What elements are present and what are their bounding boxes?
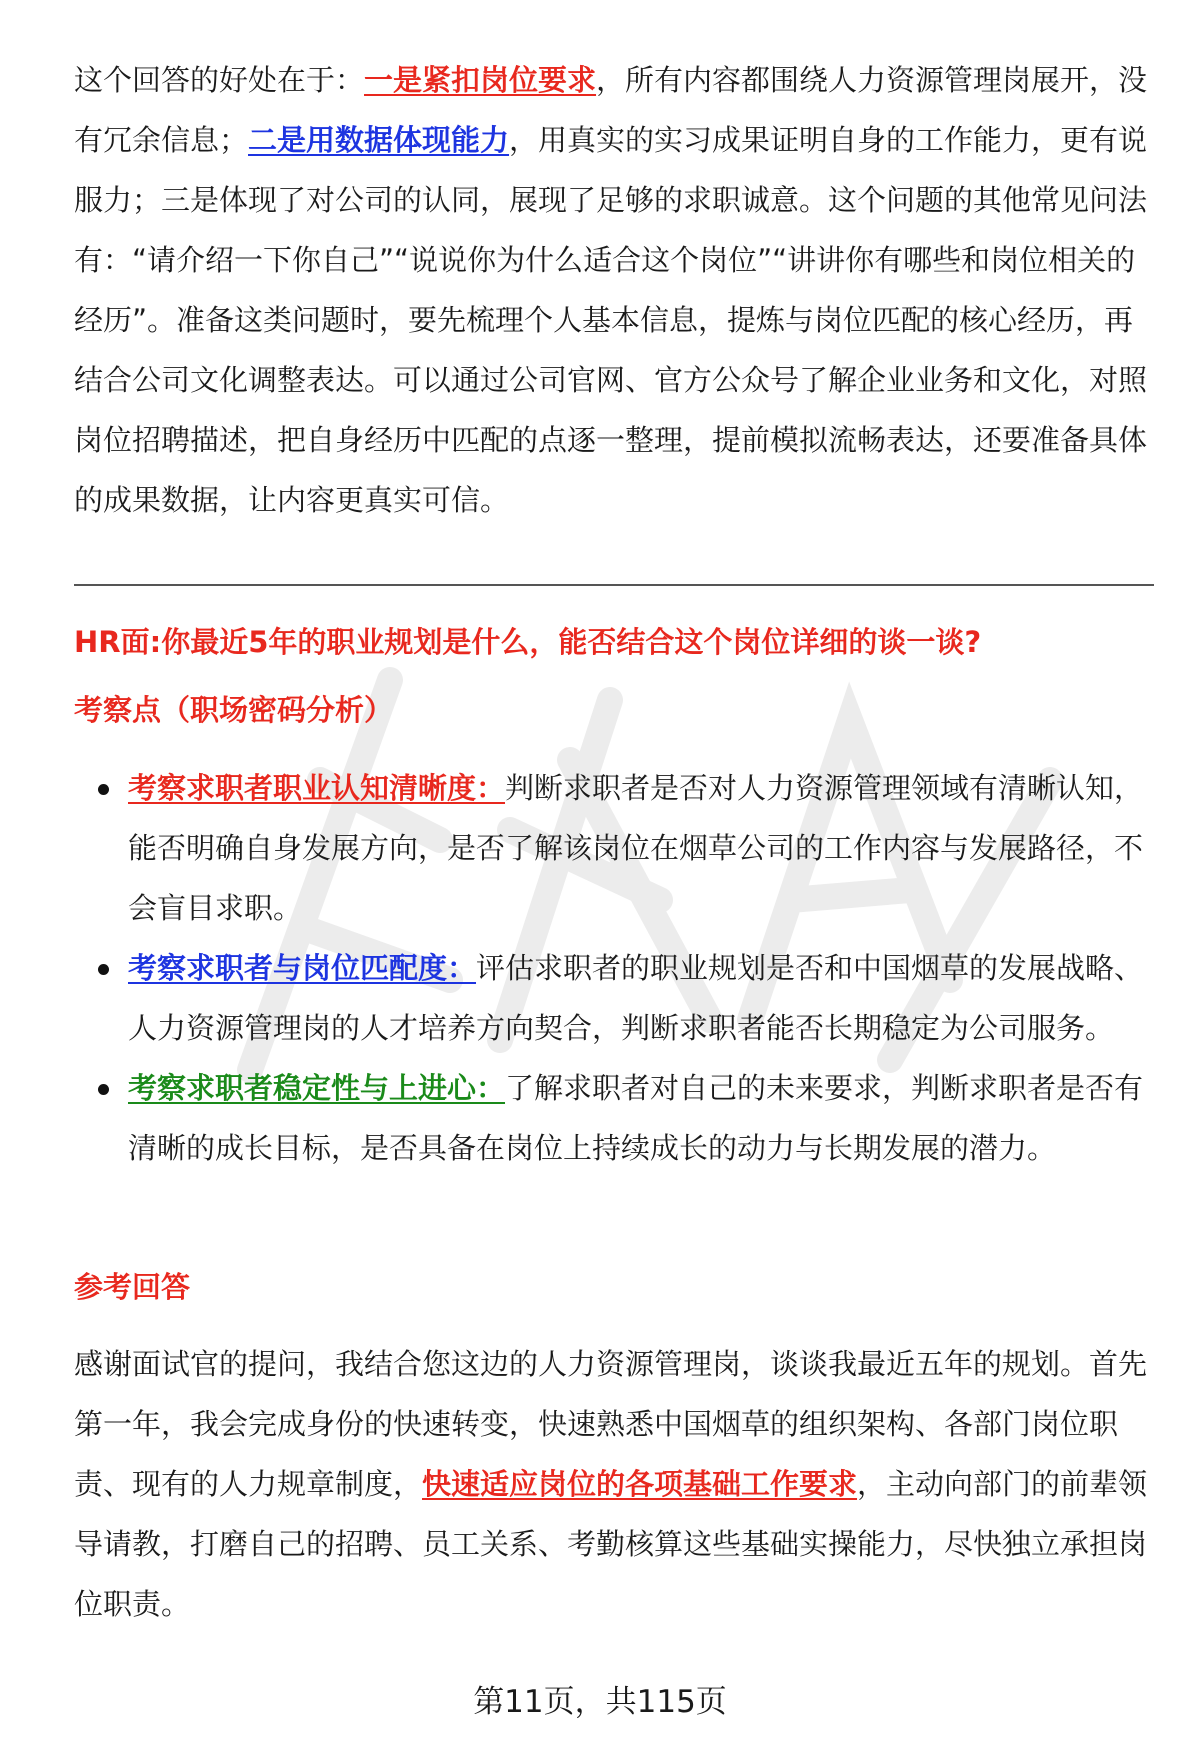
page-number: 第11页，共115页 bbox=[473, 1684, 727, 1720]
paragraph-summary bbox=[74, 50, 1154, 530]
bullet-text: 判断求职者是否对人力资源管理领域有清晰认知，能否明确自身发展方向，是否了解该岗位在烟草公司的工作内容与发展路径，不会盲目求职。 bbox=[128, 771, 1144, 925]
bullet-dot-icon bbox=[98, 784, 109, 795]
list-item bbox=[74, 758, 1154, 938]
answer-heading: 参考回答 bbox=[74, 1270, 191, 1304]
bullet-label: 考察求职者稳定性与上进心： bbox=[128, 1071, 506, 1105]
bullet-text: 了解求职者对自己的未来要求，判断求职者是否有清晰的成长目标，是否具备在岗位上持续成长的动力与长期发展的潜力。 bbox=[128, 1071, 1144, 1165]
highlight-data-ability: 二是用数据体现能力 bbox=[248, 123, 510, 157]
highlight-requirements: 一是紧扣岗位要求 bbox=[364, 63, 597, 97]
question-heading: HR面:你最近5年的职业规划是什么，能否结合这个岗位详细的谈一谈? bbox=[74, 625, 982, 659]
text-run: 这个回答的好处在于： bbox=[74, 63, 365, 97]
text-run: ，所有内容都围绕人力资源管理岗展开，没有冗余信息； bbox=[74, 63, 1148, 157]
bullet-text: 评估求职者的职业规划是否和中国烟草的发展战略、人力资源管理岗的人才培养方向契合，判断求职者能否长期稳定为公司服务。 bbox=[128, 951, 1144, 1045]
bullet-dot-icon bbox=[98, 964, 109, 975]
analysis-list bbox=[74, 758, 1154, 1178]
highlight-adapt: 快速适应岗位的各项基础工作要求 bbox=[422, 1467, 858, 1501]
text-run: ，用真实的实习成果证明自身的工作能力，更有说服力；三是体现了对公司的认同，展现了足够的求职诚意。这个问题的其他常见问法有：“请介绍一下你自己”“说说你为什么适合这个岗位”“讲讲你有哪些和岗位相关的经历”。准备这类问题时，要先梳理个人基本信息，提炼与岗位匹配的核心经历，再结合公司文化调整表达。可以通过公司官网、官方公众号了解企业业务和文化，对照岗位招聘描述，把自身经历中匹配的点逐一整理，提前模拟流畅表达，还要准备具体的成果数据，让内容更真实可信。 bbox=[74, 123, 1148, 517]
paragraph-answer bbox=[74, 1334, 1154, 1634]
bullet-label: 考察求职者与岗位匹配度： bbox=[128, 951, 477, 985]
section-divider bbox=[74, 584, 1154, 586]
list-item bbox=[74, 938, 1154, 1058]
text-run: ，主动向部门的前辈领导请教，打磨自己的招聘、员工关系、考勤核算这些基础实操能力，尽快独立承担岗位职责。 bbox=[74, 1467, 1148, 1621]
list-item bbox=[74, 1058, 1154, 1178]
bullet-dot-icon bbox=[98, 1084, 109, 1095]
text-run: 感谢面试官的提问，我结合您这边的人力资源管理岗，谈谈我最近五年的规划。首先第一年，我会完成身份的快速转变，快速熟悉中国烟草的组织架构、各部门岗位职责、现有的人力规章制度， bbox=[74, 1347, 1148, 1501]
bullet-label: 考察求职者职业认知清晰度： bbox=[128, 771, 506, 805]
analysis-heading: 考察点（职场密码分析） bbox=[74, 693, 394, 727]
